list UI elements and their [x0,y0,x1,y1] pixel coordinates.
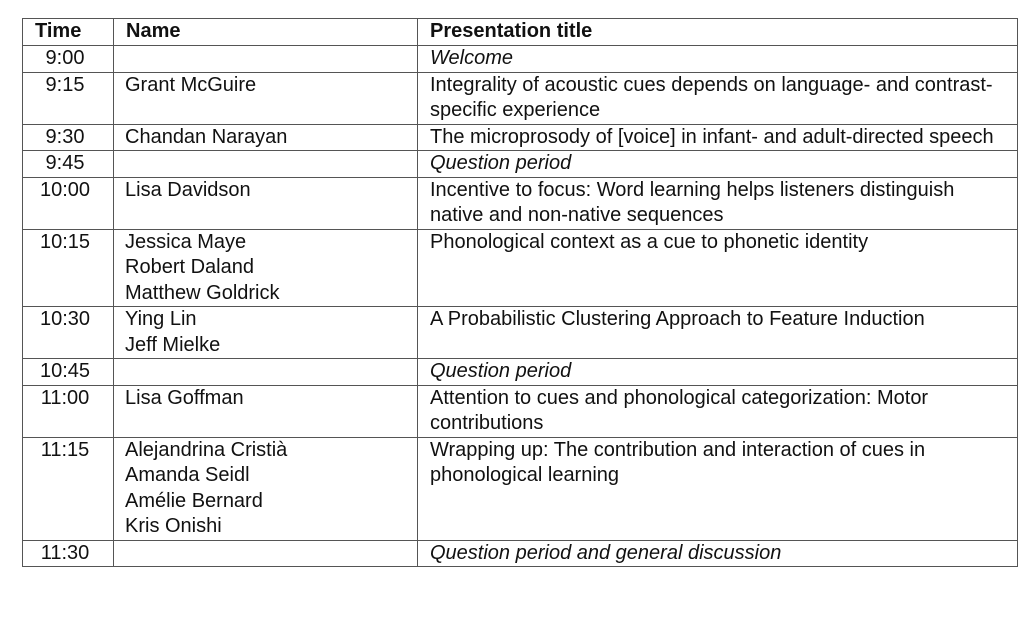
name-cell [114,307,418,359]
table-row [23,437,1018,540]
presentation-title-cell: Attention to cues and phonological categorization: Motor contributions [418,385,1018,437]
presentation-title-cell: The microprosody of [voice] in infant- and adult-directed speech [418,124,1018,151]
presenter-name: Alejandrina Cristià [125,438,288,461]
presentation-title-cell: Wrapping up: The contribution and interaction of cues in phonological learning [418,437,1018,540]
time-cell: 10:45 [23,359,114,386]
presentation-title-cell: Incentive to focus: Word learning helps listeners distinguish native and non-native sequences [418,177,1018,229]
presentation-title-cell: Question period [418,359,1018,386]
time-cell: 11:30 [23,540,114,567]
name-column-header: Name [114,19,418,46]
name-cell [114,229,418,307]
table-row [23,177,1018,229]
presenter-name: Ying Lin [125,308,197,330]
table-row [23,151,1018,178]
presenter-name: Matthew Goldrick [125,281,280,304]
name-cell [114,151,418,178]
presenter-name: Jeff Mielke [125,333,221,356]
presenter-name: Chandan Narayan [125,125,288,148]
schedule-body [23,46,1018,567]
name-cell [114,540,418,567]
name-cell [114,359,418,386]
time-cell: 10:00 [23,177,114,229]
table-row [23,124,1018,151]
time-cell: 10:15 [23,229,114,307]
time-cell: 11:15 [23,437,114,540]
table-row [23,229,1018,307]
name-cell [114,437,418,540]
schedule-table [22,18,1018,567]
presenter-name: Jessica Maye [125,230,247,253]
time-cell: 9:15 [23,72,114,124]
table-row [23,46,1018,73]
presenter-name: Lisa Davidson [125,178,251,201]
header-row [23,19,1018,46]
presentation-title-cell: A Probabilistic Clustering Approach to Feature Induction [418,307,1018,359]
name-cell [114,72,418,124]
time-column-header: Time [23,19,114,46]
time-cell: 11:00 [23,385,114,437]
table-row [23,72,1018,124]
presenter-name: Grant McGuire [125,73,257,96]
table-row [23,540,1018,567]
time-cell: 9:30 [23,124,114,151]
presentation-title-cell: Welcome [418,46,1018,73]
presenter-name: Kris Onishi [125,515,222,537]
table-row [23,359,1018,386]
presenter-name: Amanda Seidl [125,464,250,486]
presentation-title-cell: Integrality of acoustic cues depends on language- and contrast-specific experience [418,72,1018,124]
name-cell [114,177,418,229]
presenter-name: Lisa Goffman [125,386,244,409]
name-cell [114,385,418,437]
time-cell: 9:00 [23,46,114,73]
presenter-name: Robert Daland [125,256,254,278]
table-row [23,385,1018,437]
presentation-title-cell: Phonological context as a cue to phonetic identity [418,229,1018,307]
presentation-title-cell: Question period [418,151,1018,178]
presentation-title-cell: Question period and general discussion [418,540,1018,567]
table-row [23,307,1018,359]
presenter-name: Amélie Bernard [125,489,263,512]
time-cell: 9:45 [23,151,114,178]
time-cell: 10:30 [23,307,114,359]
name-cell [114,124,418,151]
name-cell [114,46,418,73]
title-column-header: Presentation title [418,19,1018,46]
